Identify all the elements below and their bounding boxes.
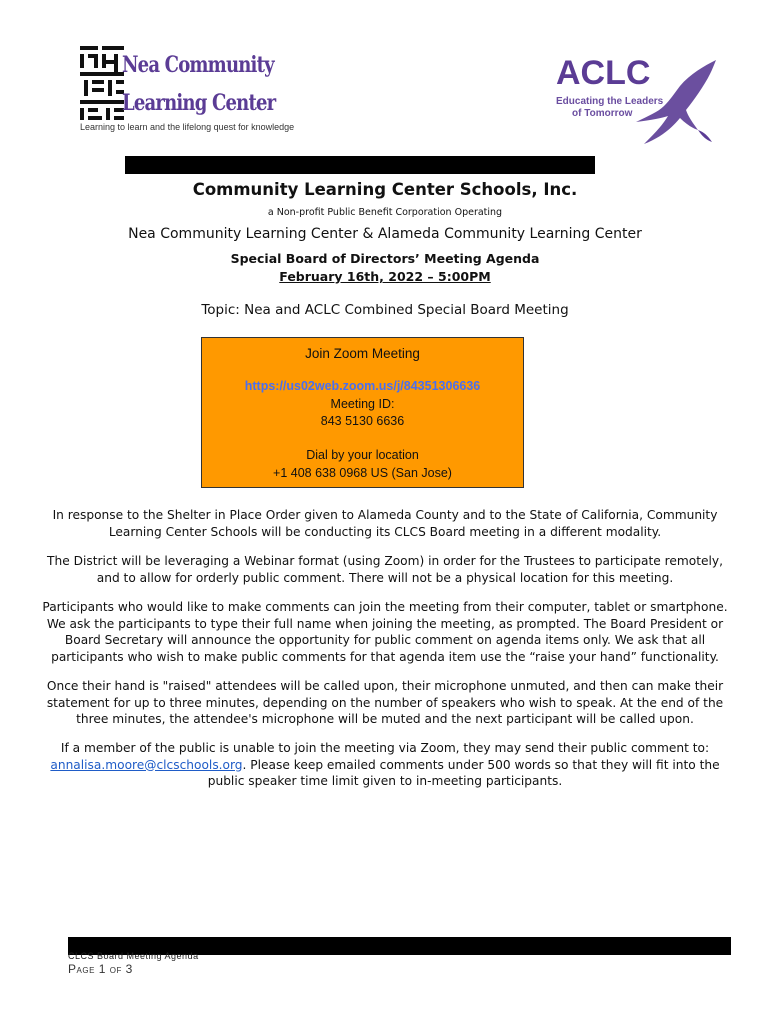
email-link[interactable]: annalisa.moore@clcschools.org	[50, 757, 243, 772]
aclc-logo	[550, 54, 720, 154]
paragraph-line: and to allow for orderly public comment. There will not be a physical location for this meeting.	[96, 570, 674, 585]
paragraph-line-email	[40, 757, 730, 774]
paragraph-raised-hand	[40, 678, 730, 728]
aclc-wordmark: ACLC	[556, 54, 651, 92]
schools-line: Nea Community Learning Center & Alameda Community Learning Center	[128, 226, 642, 242]
nea-name-line1: Nea Community	[122, 52, 274, 78]
paragraph-line: In response to the Shelter in Place Order given to Alameda County and to the State of California, Community	[52, 508, 718, 522]
paragraph-line: three minutes, the attendee's microphone will be muted and the next participant will be called upon.	[76, 712, 694, 726]
paragraph-line: public speaker time limit given to in-meeting participants.	[207, 774, 563, 788]
paragraph-text: . Please keep emailed comments under 500 words so that they will fit into the	[242, 757, 720, 772]
paragraph-line: Board Secretary will announce the opportunity for public comment on agenda items only. We ask that all	[64, 633, 706, 647]
paragraph-line: Learning Center Schools will be conducting its CLCS Board meeting in a different modality.	[108, 524, 662, 539]
nea-name-line2: Learning Center	[122, 90, 276, 116]
paragraph-line: statement for up to three minutes, depending on the number of speakers who wish to speak. At the end of the	[46, 695, 724, 710]
agenda-date: February 16th, 2022 – 5:00PM	[279, 269, 491, 284]
meeting-id-value: 843 5130 6636	[320, 414, 405, 428]
paragraph-line: The District will be leveraging a Webinar format (using Zoom) in order for the Trustees to participate remotely,	[47, 554, 723, 568]
paragraph-line: If a member of the public is unable to join the meeting via Zoom, they may send their public comment to:	[60, 741, 710, 755]
footer-doc-label: CLCS Board Meeting Agenda	[68, 951, 199, 961]
header-bar	[125, 156, 595, 174]
paragraph-webinar	[40, 553, 730, 586]
paragraph-line: We ask the participants to type their full name when joining the meeting, as prompted. The Board President or	[46, 616, 724, 631]
nea-mark-icon	[80, 46, 124, 120]
meeting-id-label: Meeting ID:	[330, 397, 395, 411]
dial-label: Dial by your location	[306, 448, 419, 462]
paragraph-line: participants who wish to make public comments for that agenda item use the “raise your hand” functionality.	[51, 649, 719, 664]
zoom-url-link[interactable]: https://us02web.zoom.us/j/84351306636	[244, 379, 481, 393]
nea-logo	[80, 46, 295, 136]
zoom-join-label: Join Zoom Meeting	[305, 346, 420, 361]
aclc-tagline-2: of Tomorrow	[572, 108, 633, 119]
paragraph-line: Once their hand is "raised" attendees will be called upon, their microphone unmuted, and then can make their	[46, 679, 724, 693]
agenda-title: Special Board of Directors’ Meeting Agenda	[230, 251, 540, 266]
paragraph-email-comments	[40, 740, 730, 790]
paragraph-participants	[40, 599, 730, 665]
meeting-topic: Topic: Nea and ACLC Combined Special Board Meeting	[201, 302, 569, 318]
paragraph-shelter	[40, 507, 730, 540]
agenda-date-wrap	[0, 269, 770, 284]
aclc-tagline-1: Educating the Leaders	[556, 96, 664, 107]
nea-tagline: Learning to learn and the lifelong quest for knowledge	[80, 122, 295, 132]
org-subtitle: a Non-profit Public Benefit Corporation Operating	[267, 207, 503, 218]
footer-page-label: Page 1 of 3	[68, 962, 133, 976]
dial-phone: +1 408 638 0968 US (San Jose)	[273, 466, 452, 480]
paragraph-line: Participants who would like to make comments can join the meeting from their computer, tablet or smartphone.	[42, 600, 728, 614]
org-title: Community Learning Center Schools, Inc.	[192, 180, 578, 199]
zoom-info-box	[201, 337, 524, 488]
